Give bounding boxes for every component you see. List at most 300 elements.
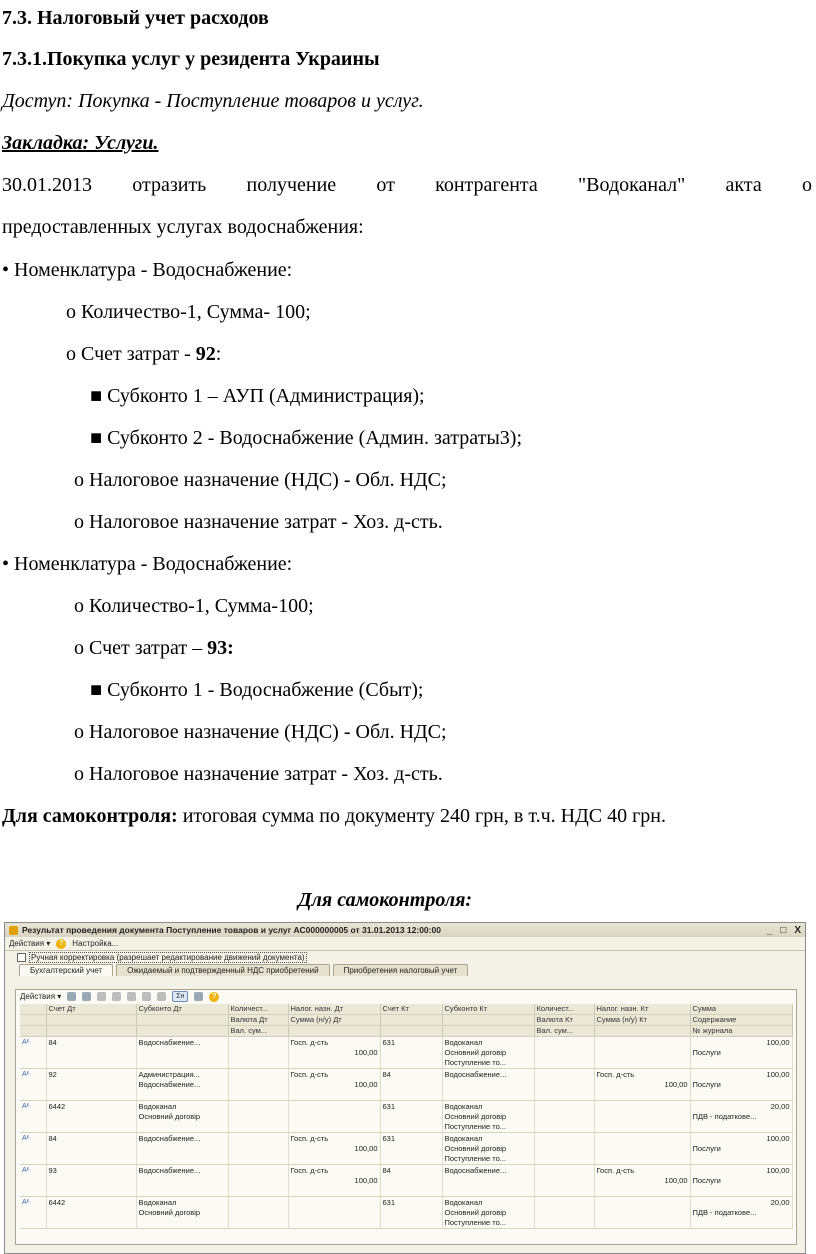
- tax-purpose-dt-cell[interactable]: Госп. д-сть: [288, 1133, 380, 1145]
- column-header[interactable]: Количест...: [228, 1004, 288, 1015]
- content-cell[interactable]: ПДВ - податкове...: [690, 1112, 792, 1122]
- tax-purpose-dt-cell[interactable]: [288, 1101, 380, 1113]
- subconto-kt-cell[interactable]: Водоканал: [442, 1197, 534, 1209]
- empty-cell: [288, 1090, 380, 1101]
- table-row[interactable]: [20, 1176, 792, 1186]
- b1-account: [66, 342, 221, 366]
- tax-purpose-kt-cell[interactable]: [594, 1037, 690, 1049]
- window-tabs: [5, 963, 805, 976]
- empty-cell: [534, 1122, 594, 1133]
- empty-cell: [46, 1154, 136, 1165]
- posting-record-icon: Aᵏ: [22, 1167, 30, 1174]
- currency-kt-cell: [534, 1144, 594, 1154]
- table-row[interactable]: [20, 1154, 792, 1165]
- currency-dt-cell: [228, 1080, 288, 1090]
- column-header[interactable]: Субконто Дт: [136, 1004, 228, 1015]
- column-header[interactable]: Вал. сум...: [534, 1026, 594, 1037]
- empty-cell: [380, 1154, 442, 1165]
- window-menubar: [5, 937, 805, 951]
- empty-cell: [534, 1090, 594, 1101]
- account-dt-cell[interactable]: 6442: [46, 1101, 136, 1113]
- table-row[interactable]: [20, 1144, 792, 1154]
- column-header[interactable]: Валюта Кт: [534, 1015, 594, 1026]
- empty-cell: [46, 1218, 136, 1229]
- self-control-label: Для самоконтроля:: [2, 805, 178, 827]
- posting-record-icon: Aᵏ: [22, 1103, 30, 1110]
- maximize-button[interactable]: □: [780, 924, 787, 936]
- qty-kt-cell: [534, 1165, 594, 1177]
- b1-account-prefix: o Счет затрат -: [66, 343, 196, 365]
- task-word: получение: [246, 174, 337, 196]
- tax-purpose-kt-cell[interactable]: Госп. д-сть: [594, 1165, 690, 1177]
- tax-amount-kt-cell[interactable]: [594, 1112, 690, 1122]
- amount-cell[interactable]: 20,00: [690, 1101, 792, 1113]
- subconto-dt-cell[interactable]: Водоканал: [136, 1101, 228, 1113]
- row-icon-cell: [20, 1197, 46, 1209]
- content-cell[interactable]: Послуги: [690, 1080, 792, 1090]
- column-header[interactable]: Налог. назн. Кт: [594, 1004, 690, 1015]
- grid-help-icon[interactable]: ?: [209, 992, 219, 1002]
- empty-cell: [20, 1080, 46, 1090]
- table-row[interactable]: [20, 1048, 792, 1058]
- empty-cell: [594, 1154, 690, 1165]
- qty-dt-cell: [228, 1197, 288, 1209]
- window-titlebar: [5, 923, 805, 937]
- subconto-dt-cell[interactable]: [136, 1058, 228, 1069]
- empty-cell: [380, 1112, 442, 1122]
- currency-dt-cell: [228, 1048, 288, 1058]
- content-cell[interactable]: Послуги: [690, 1048, 792, 1058]
- tax-amount-dt-cell[interactable]: 100,00: [288, 1048, 380, 1058]
- tax-purpose-kt-cell[interactable]: [594, 1101, 690, 1113]
- subconto-dt-cell[interactable]: Водоснабжение...: [136, 1165, 228, 1177]
- qty-dt-cell: [228, 1165, 288, 1177]
- task-word: "Водоканал": [578, 174, 686, 196]
- empty-cell: [46, 1176, 136, 1186]
- subconto-kt-cell[interactable]: Основний договір: [442, 1144, 534, 1154]
- subconto-kt-cell[interactable]: Поступление то...: [442, 1058, 534, 1069]
- column-header[interactable]: Налог. назн. Дт: [288, 1004, 380, 1015]
- row-icon-cell: [20, 1101, 46, 1113]
- minimize-button[interactable]: _: [766, 924, 773, 936]
- empty-cell: [534, 1058, 594, 1069]
- journal-cell: [690, 1090, 792, 1101]
- column-header[interactable]: Валюта Дт: [228, 1015, 288, 1026]
- subconto-kt-cell[interactable]: Основний договір: [442, 1112, 534, 1122]
- content-cell[interactable]: ПДВ - податкове...: [690, 1208, 792, 1218]
- empty-cell: [46, 1090, 136, 1101]
- amount-cell[interactable]: 100,00: [690, 1069, 792, 1081]
- tax-amount-kt-cell[interactable]: 100,00: [594, 1176, 690, 1186]
- help-icon[interactable]: ?: [56, 939, 66, 949]
- tax-amount-kt-cell[interactable]: 100,00: [594, 1080, 690, 1090]
- table-row[interactable]: [20, 1058, 792, 1069]
- task-line-1: [2, 173, 812, 197]
- self-control-text: итоговая сумма по документу 240 грн, в т.ч. НДС 40 грн.: [177, 805, 666, 827]
- account-kt-cell[interactable]: 631: [380, 1037, 442, 1049]
- b2-account-number: 93:: [207, 637, 234, 659]
- empty-cell: [228, 1154, 288, 1165]
- empty-cell: [594, 1058, 690, 1069]
- subconto-kt-cell[interactable]: [442, 1090, 534, 1101]
- subconto-kt-cell[interactable]: Водоканал: [442, 1133, 534, 1145]
- b2-subconto-1: ■ Субконто 1 - Водоснабжение (Сбыт);: [90, 679, 424, 701]
- empty-cell: [46, 1112, 136, 1122]
- account-dt-cell[interactable]: 92: [46, 1069, 136, 1081]
- empty-cell: [380, 1186, 442, 1197]
- manual-correction-checkbox[interactable]: [17, 953, 26, 962]
- qty-kt-cell: [534, 1133, 594, 1145]
- row-icon-cell: [20, 1165, 46, 1177]
- table-row[interactable]: [20, 1101, 792, 1113]
- empty-cell: [20, 1154, 46, 1165]
- empty-cell: [46, 1080, 136, 1090]
- column-header[interactable]: № журнала: [690, 1026, 792, 1037]
- close-button[interactable]: X: [794, 924, 801, 936]
- account-kt-cell[interactable]: 631: [380, 1197, 442, 1209]
- move-up-icon[interactable]: [142, 992, 151, 1001]
- column-header[interactable]: [442, 1015, 534, 1026]
- journal-cell: [690, 1058, 792, 1069]
- empty-cell: [380, 1208, 442, 1218]
- column-header[interactable]: Содержание: [690, 1015, 792, 1026]
- amount-cell[interactable]: 100,00: [690, 1165, 792, 1177]
- subconto-kt-cell[interactable]: Водоканал: [442, 1101, 534, 1113]
- subconto-kt-cell[interactable]: Поступление то...: [442, 1218, 534, 1229]
- empty-cell: [380, 1090, 442, 1101]
- self-control-line: [2, 804, 666, 828]
- empty-cell: [594, 1090, 690, 1101]
- qty-dt-cell: [228, 1101, 288, 1113]
- column-header[interactable]: [442, 1026, 534, 1037]
- sum-icon[interactable]: Σн: [172, 991, 188, 1002]
- access-path: Доступ: Покупка - Поступление товаров и услуг.: [2, 90, 424, 112]
- posting-record-icon: Aᵏ: [22, 1071, 30, 1078]
- add-icon[interactable]: [67, 992, 76, 1001]
- bullet-nomenclature-2: • Номенклатура - Водоснабжение:: [2, 553, 293, 575]
- table-row[interactable]: [20, 1112, 792, 1122]
- currency-dt-cell: [228, 1112, 288, 1122]
- qty-kt-cell: [534, 1101, 594, 1113]
- column-header[interactable]: Счет Кт: [380, 1004, 442, 1015]
- tax-amount-kt-cell[interactable]: [594, 1208, 690, 1218]
- subconto-dt-cell[interactable]: [136, 1122, 228, 1133]
- grid-actions-menu[interactable]: Действия ▾: [20, 992, 62, 1001]
- tax-amount-kt-cell[interactable]: [594, 1048, 690, 1058]
- amount-cell[interactable]: 100,00: [690, 1037, 792, 1049]
- currency-kt-cell: [534, 1048, 594, 1058]
- move-down-icon[interactable]: [157, 992, 166, 1001]
- b1-subconto-1: ■ Субконто 1 – АУП (Администрация);: [90, 385, 425, 407]
- task-word: отразить: [132, 174, 207, 196]
- empty-cell: [380, 1080, 442, 1090]
- subconto-dt-cell[interactable]: Администрация...: [136, 1069, 228, 1081]
- subconto-dt-cell[interactable]: [136, 1154, 228, 1165]
- column-header[interactable]: [20, 1004, 46, 1015]
- column-header[interactable]: [288, 1026, 380, 1037]
- empty-cell: [288, 1058, 380, 1069]
- qty-kt-cell: [534, 1037, 594, 1049]
- table-row[interactable]: [20, 1122, 792, 1133]
- subconto-dt-cell[interactable]: Водоснабжение...: [136, 1133, 228, 1145]
- table-row[interactable]: [20, 1218, 792, 1229]
- header-row: [20, 1026, 792, 1037]
- actions-menu[interactable]: Действия ▾: [9, 939, 51, 948]
- posting-record-icon: Aᵏ: [22, 1039, 30, 1046]
- b1-account-suffix: :: [215, 343, 222, 365]
- subconto-kt-cell[interactable]: Водоснабжение...: [442, 1069, 534, 1081]
- subconto-kt-cell[interactable]: Водоканал: [442, 1037, 534, 1049]
- manual-correction-row: [5, 951, 805, 963]
- currency-kt-cell: [534, 1112, 594, 1122]
- empty-cell: [288, 1218, 380, 1229]
- empty-cell: [288, 1122, 380, 1133]
- tax-amount-dt-cell[interactable]: [288, 1208, 380, 1218]
- column-header[interactable]: Сумма: [690, 1004, 792, 1015]
- column-header[interactable]: Количест...: [534, 1004, 594, 1015]
- settings-menu[interactable]: Настройка...: [72, 939, 119, 948]
- tax-purpose-dt-cell[interactable]: Госп. д-сть: [288, 1165, 380, 1177]
- subconto-kt-cell[interactable]: [442, 1176, 534, 1186]
- subconto-kt-cell[interactable]: Основний договір: [442, 1208, 534, 1218]
- posting-record-icon: Aᵏ: [22, 1199, 30, 1206]
- app-icon: [9, 926, 18, 935]
- empty-cell: [380, 1058, 442, 1069]
- tab-reference: Закладка: Услуги.: [2, 132, 159, 154]
- b1-vat-purpose: o Налоговое назначение (НДС) - Обл. НДС;: [74, 469, 447, 491]
- subconto-kt-cell[interactable]: [442, 1080, 534, 1090]
- qty-dt-cell: [228, 1069, 288, 1081]
- empty-cell: [380, 1218, 442, 1229]
- posting-record-icon: Aᵏ: [22, 1135, 30, 1142]
- account-kt-cell[interactable]: 631: [380, 1133, 442, 1145]
- column-header[interactable]: Сумма (н/у) Кт: [594, 1015, 690, 1026]
- currency-kt-cell: [534, 1176, 594, 1186]
- tax-purpose-kt-cell[interactable]: [594, 1133, 690, 1145]
- currency-dt-cell: [228, 1144, 288, 1154]
- tax-amount-kt-cell[interactable]: [594, 1144, 690, 1154]
- tax-amount-dt-cell[interactable]: 100,00: [288, 1144, 380, 1154]
- tab-accounting[interactable]: Бухгалтерский учет: [19, 964, 113, 976]
- column-header[interactable]: Вал. сум...: [228, 1026, 288, 1037]
- table-row[interactable]: [20, 1069, 792, 1081]
- table-row[interactable]: [20, 1186, 792, 1197]
- empty-cell: [380, 1048, 442, 1058]
- subconto-kt-cell[interactable]: Водоснабжение...: [442, 1165, 534, 1177]
- currency-dt-cell: [228, 1208, 288, 1218]
- bullet-nomenclature-1: • Номенклатура - Водоснабжение:: [2, 259, 293, 281]
- empty-cell: [228, 1090, 288, 1101]
- subconto-dt-cell[interactable]: [136, 1090, 228, 1101]
- b1-account-number: 92: [195, 343, 216, 365]
- column-header[interactable]: [46, 1015, 136, 1026]
- grid-toolbar: [16, 990, 796, 1003]
- end-edit-icon[interactable]: [127, 992, 136, 1001]
- subconto-dt-cell[interactable]: [136, 1186, 228, 1197]
- empty-cell: [20, 1186, 46, 1197]
- subsection-heading: 7.3.1.Покупка услуг у резидента Украины: [2, 48, 380, 70]
- row-icon-cell: [20, 1133, 46, 1145]
- tax-purpose-dt-cell[interactable]: [288, 1197, 380, 1209]
- b2-vat-purpose: o Налоговое назначение (НДС) - Обл. НДС;: [74, 721, 447, 743]
- window-title: Результат проведения документа Поступление товаров и услуг АС000000005 от 31.01.2013 12:00:00: [22, 925, 441, 935]
- subconto-kt-cell[interactable]: Поступление то...: [442, 1154, 534, 1165]
- qty-kt-cell: [534, 1197, 594, 1209]
- currency-dt-cell: [228, 1176, 288, 1186]
- task-word: 30.01.2013: [2, 174, 92, 196]
- b1-quantity: o Количество-1, Сумма- 100;: [66, 301, 311, 323]
- empty-cell: [20, 1218, 46, 1229]
- tax-purpose-kt-cell[interactable]: Госп. д-сть: [594, 1069, 690, 1081]
- empty-cell: [534, 1186, 594, 1197]
- section-heading: 7.3. Налоговый учет расходов: [2, 7, 269, 29]
- empty-cell: [20, 1090, 46, 1101]
- subconto-dt-cell[interactable]: [136, 1048, 228, 1058]
- self-control-heading: Для самоконтроля:: [298, 889, 473, 911]
- delete-icon[interactable]: [112, 992, 121, 1001]
- content-cell[interactable]: Послуги: [690, 1144, 792, 1154]
- subconto-dt-cell[interactable]: Водоснабжение...: [136, 1037, 228, 1049]
- empty-cell: [46, 1058, 136, 1069]
- subconto-kt-cell[interactable]: [442, 1186, 534, 1197]
- currency-kt-cell: [534, 1080, 594, 1090]
- empty-cell: [20, 1208, 46, 1218]
- accounting-tab-panel: [15, 989, 797, 1245]
- empty-cell: [594, 1218, 690, 1229]
- table-row[interactable]: [20, 1037, 792, 1049]
- account-dt-cell[interactable]: 84: [46, 1037, 136, 1049]
- subconto-dt-cell[interactable]: [136, 1176, 228, 1186]
- column-header[interactable]: [20, 1026, 46, 1037]
- table-row[interactable]: [20, 1133, 792, 1145]
- task-word: от: [376, 174, 395, 196]
- account-kt-cell[interactable]: 84: [380, 1069, 442, 1081]
- refresh-icon[interactable]: [194, 992, 203, 1001]
- column-header[interactable]: [380, 1026, 442, 1037]
- account-dt-cell[interactable]: 6442: [46, 1197, 136, 1209]
- task-line-2: предоставленных услугах водоснабжения:: [2, 216, 364, 238]
- posting-result-window: [4, 922, 806, 1254]
- content-cell[interactable]: Послуги: [690, 1176, 792, 1186]
- header-row: [20, 1004, 792, 1015]
- column-header[interactable]: [136, 1015, 228, 1026]
- empty-cell: [228, 1186, 288, 1197]
- column-header[interactable]: [46, 1026, 136, 1037]
- row-icon-cell: [20, 1037, 46, 1049]
- subconto-dt-cell[interactable]: Водоснабжение...: [136, 1080, 228, 1090]
- postings-table: [20, 1004, 793, 1229]
- copy-icon[interactable]: [82, 992, 91, 1001]
- empty-cell: [20, 1122, 46, 1133]
- account-dt-cell[interactable]: 93: [46, 1165, 136, 1177]
- task-word: контрагента: [435, 174, 538, 196]
- subconto-kt-cell[interactable]: Поступление то...: [442, 1122, 534, 1133]
- header-row: [20, 1015, 792, 1026]
- column-header[interactable]: Счет Дт: [46, 1004, 136, 1015]
- tax-amount-dt-cell[interactable]: 100,00: [288, 1080, 380, 1090]
- column-header[interactable]: [380, 1015, 442, 1026]
- empty-cell: [380, 1144, 442, 1154]
- b1-cost-purpose: o Налоговое назначение затрат - Хоз. д-сть.: [74, 511, 443, 533]
- empty-cell: [380, 1122, 442, 1133]
- column-header[interactable]: Субконто Кт: [442, 1004, 534, 1015]
- empty-cell: [46, 1144, 136, 1154]
- empty-cell: [228, 1058, 288, 1069]
- tax-purpose-dt-cell[interactable]: Госп. д-сть: [288, 1037, 380, 1049]
- b2-account: [74, 636, 234, 660]
- qty-kt-cell: [534, 1069, 594, 1081]
- subconto-dt-cell[interactable]: Водоканал: [136, 1197, 228, 1209]
- table-row[interactable]: [20, 1197, 792, 1209]
- manual-correction-label[interactable]: Ручная корректировка (разрешает редактирование движений документа): [31, 952, 305, 962]
- table-row[interactable]: [20, 1208, 792, 1218]
- amount-cell[interactable]: 20,00: [690, 1197, 792, 1209]
- account-dt-cell[interactable]: 84: [46, 1133, 136, 1145]
- journal-cell: [690, 1154, 792, 1165]
- empty-cell: [594, 1186, 690, 1197]
- empty-cell: [534, 1218, 594, 1229]
- empty-cell: [594, 1122, 690, 1133]
- column-header[interactable]: [136, 1026, 228, 1037]
- tax-purpose-kt-cell[interactable]: [594, 1197, 690, 1209]
- empty-cell: [20, 1144, 46, 1154]
- task-word: акта: [725, 174, 762, 196]
- empty-cell: [20, 1058, 46, 1069]
- empty-cell: [46, 1208, 136, 1218]
- subconto-kt-cell[interactable]: Основний договір: [442, 1048, 534, 1058]
- empty-cell: [46, 1048, 136, 1058]
- empty-cell: [20, 1112, 46, 1122]
- empty-cell: [228, 1218, 288, 1229]
- qty-dt-cell: [228, 1037, 288, 1049]
- subconto-dt-cell[interactable]: Основний договір: [136, 1208, 228, 1218]
- subconto-dt-cell[interactable]: Основний договір: [136, 1112, 228, 1122]
- subconto-dt-cell[interactable]: [136, 1144, 228, 1154]
- account-kt-cell[interactable]: 631: [380, 1101, 442, 1113]
- table-row[interactable]: [20, 1165, 792, 1177]
- empty-cell: [288, 1186, 380, 1197]
- tax-amount-dt-cell[interactable]: [288, 1112, 380, 1122]
- empty-cell: [46, 1186, 136, 1197]
- b2-account-prefix: o Счет затрат –: [74, 637, 208, 659]
- edit-icon[interactable]: [97, 992, 106, 1001]
- empty-cell: [46, 1122, 136, 1133]
- b2-quantity: o Количество-1, Сумма-100;: [74, 595, 314, 617]
- tax-purpose-dt-cell[interactable]: Госп. д-сть: [288, 1069, 380, 1081]
- currency-kt-cell: [534, 1208, 594, 1218]
- amount-cell[interactable]: 100,00: [690, 1133, 792, 1145]
- empty-cell: [228, 1122, 288, 1133]
- task-word: о: [801, 174, 812, 196]
- column-header[interactable]: [594, 1026, 690, 1037]
- column-header[interactable]: Сумма (н/у) Дт: [288, 1015, 380, 1026]
- table-row[interactable]: [20, 1090, 792, 1101]
- account-kt-cell[interactable]: 84: [380, 1165, 442, 1177]
- tab-expected-vat[interactable]: Ожидаемый и подтвержденный НДС приобретений: [116, 964, 329, 976]
- empty-cell: [534, 1154, 594, 1165]
- empty-cell: [20, 1176, 46, 1186]
- tax-amount-dt-cell[interactable]: 100,00: [288, 1176, 380, 1186]
- empty-cell: [288, 1154, 380, 1165]
- subconto-dt-cell[interactable]: [136, 1218, 228, 1229]
- column-header[interactable]: [20, 1015, 46, 1026]
- b2-cost-purpose: o Налоговое назначение затрат - Хоз. д-сть.: [74, 763, 443, 785]
- tab-tax-purchases[interactable]: Приобретения налоговый учет: [333, 964, 469, 976]
- table-row[interactable]: [20, 1080, 792, 1090]
- journal-cell: [690, 1218, 792, 1229]
- journal-cell: [690, 1186, 792, 1197]
- b1-subconto-2: ■ Субконто 2 - Водоснабжение (Админ. затраты3);: [90, 427, 523, 449]
